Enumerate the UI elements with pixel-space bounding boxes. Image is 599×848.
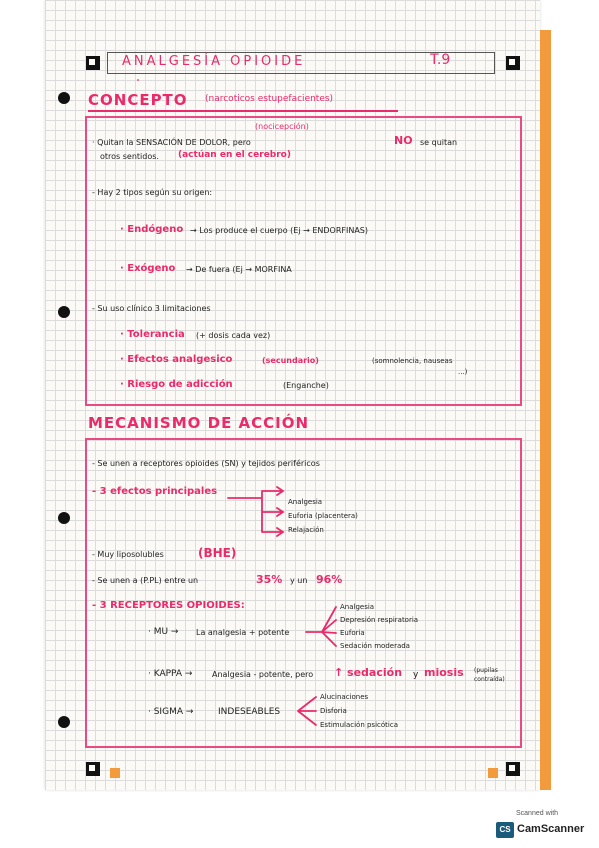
page-title: ANALGESÍA OPIOIDE <box>122 54 306 69</box>
mecanismo-heading: MECANISMO DE ACCIÓN <box>88 414 310 432</box>
text-line: - Se unen a receptores opioides (SN) y tejidos periféricos <box>92 459 320 468</box>
mu-effect: Euforia <box>340 629 365 637</box>
text-no: NO <box>394 134 413 147</box>
label-efectos: · Efectos analgesico <box>120 354 233 365</box>
text-line: · Quitan la SENSACIÓN DE DOLOR, pero <box>92 138 251 147</box>
topic-number: T.9 <box>430 52 451 68</box>
text-line: otros sentidos. <box>100 152 159 161</box>
label-receptores: - 3 RECEPTORES OPIOIDES: <box>92 600 245 611</box>
mu-effect: Depresión respiratoria <box>340 616 419 624</box>
text-line: se quitan <box>420 138 458 147</box>
label-exogeno: · Exógeno <box>120 263 176 274</box>
text-line: (Enganche) <box>283 381 329 390</box>
label-mu: · MU → <box>148 627 179 637</box>
concepto-heading: CONCEPTO <box>88 91 188 109</box>
text-line: (somnolencia, nauseas <box>372 357 453 365</box>
sigma-effect: Disforia <box>320 707 347 715</box>
text-y: y <box>413 670 419 680</box>
text-line: ...) <box>458 368 468 376</box>
mu-effect: Analgesia <box>340 603 375 611</box>
text-miosis: miosis <box>424 666 464 679</box>
text-indeseables: INDESEABLES <box>218 707 281 717</box>
label-efectos-principales: - 3 efectos principales <box>92 486 218 497</box>
text-line: - Se unen a (P.PL) entre un <box>92 576 199 585</box>
effect-item: Euforia (placentera) <box>288 512 358 520</box>
camscanner-logo-icon: CS <box>496 822 514 838</box>
kappa-note: (pupilas contraída) <box>474 667 505 683</box>
label-adiccion: · Riesgo de adicción <box>120 379 233 390</box>
effect-item: Analgesia <box>288 498 323 506</box>
label-endogeno: · Endógeno <box>120 224 184 235</box>
text-secundario: (secundario) <box>262 356 319 365</box>
watermark-name: CamScanner <box>517 823 585 835</box>
text-percent: 35% <box>256 573 283 586</box>
text-line: - Hay 2 tipos según su origen: <box>92 188 213 197</box>
effect-item: Relajación <box>288 526 324 534</box>
sigma-effect: Alucinaciones <box>320 693 369 701</box>
sigma-effect: Estimulación psicótica <box>320 721 398 729</box>
concepto-heading-note: (narcoticos estupefacientes) <box>205 94 334 104</box>
text-bhe: (BHE) <box>198 546 237 560</box>
text-line: (+ dosis cada vez) <box>196 331 271 340</box>
text-line: → De fuera (Ej → MORFINA <box>186 265 292 274</box>
label-tolerancia: · Tolerancia <box>120 329 185 340</box>
watermark-top: Scanned with <box>516 810 559 817</box>
label-kappa: · KAPPA → <box>148 669 193 679</box>
text-line: → Los produce el cuerpo (Ej → ENDORFINAS) <box>190 226 369 235</box>
text-percent: 96% <box>316 573 343 586</box>
text-line: - Muy liposolubles <box>92 550 164 559</box>
text-line: La analgesia + potente <box>196 628 290 637</box>
text-cerebro: (actúan en el cerebro) <box>178 150 291 160</box>
text-sedacion: ↑ sedación <box>334 666 403 679</box>
mu-effect: Sedación moderada <box>340 642 410 650</box>
text-line: - Su uso clínico 3 limitaciones <box>92 304 211 313</box>
text-line: Analgesia - potente, pero <box>212 670 314 679</box>
label-sigma: · SIGMA → <box>148 707 194 717</box>
note-nocicepcion: (nocicepción) <box>255 122 309 131</box>
text-line: y un <box>290 576 308 585</box>
camscanner-watermark <box>496 810 588 842</box>
